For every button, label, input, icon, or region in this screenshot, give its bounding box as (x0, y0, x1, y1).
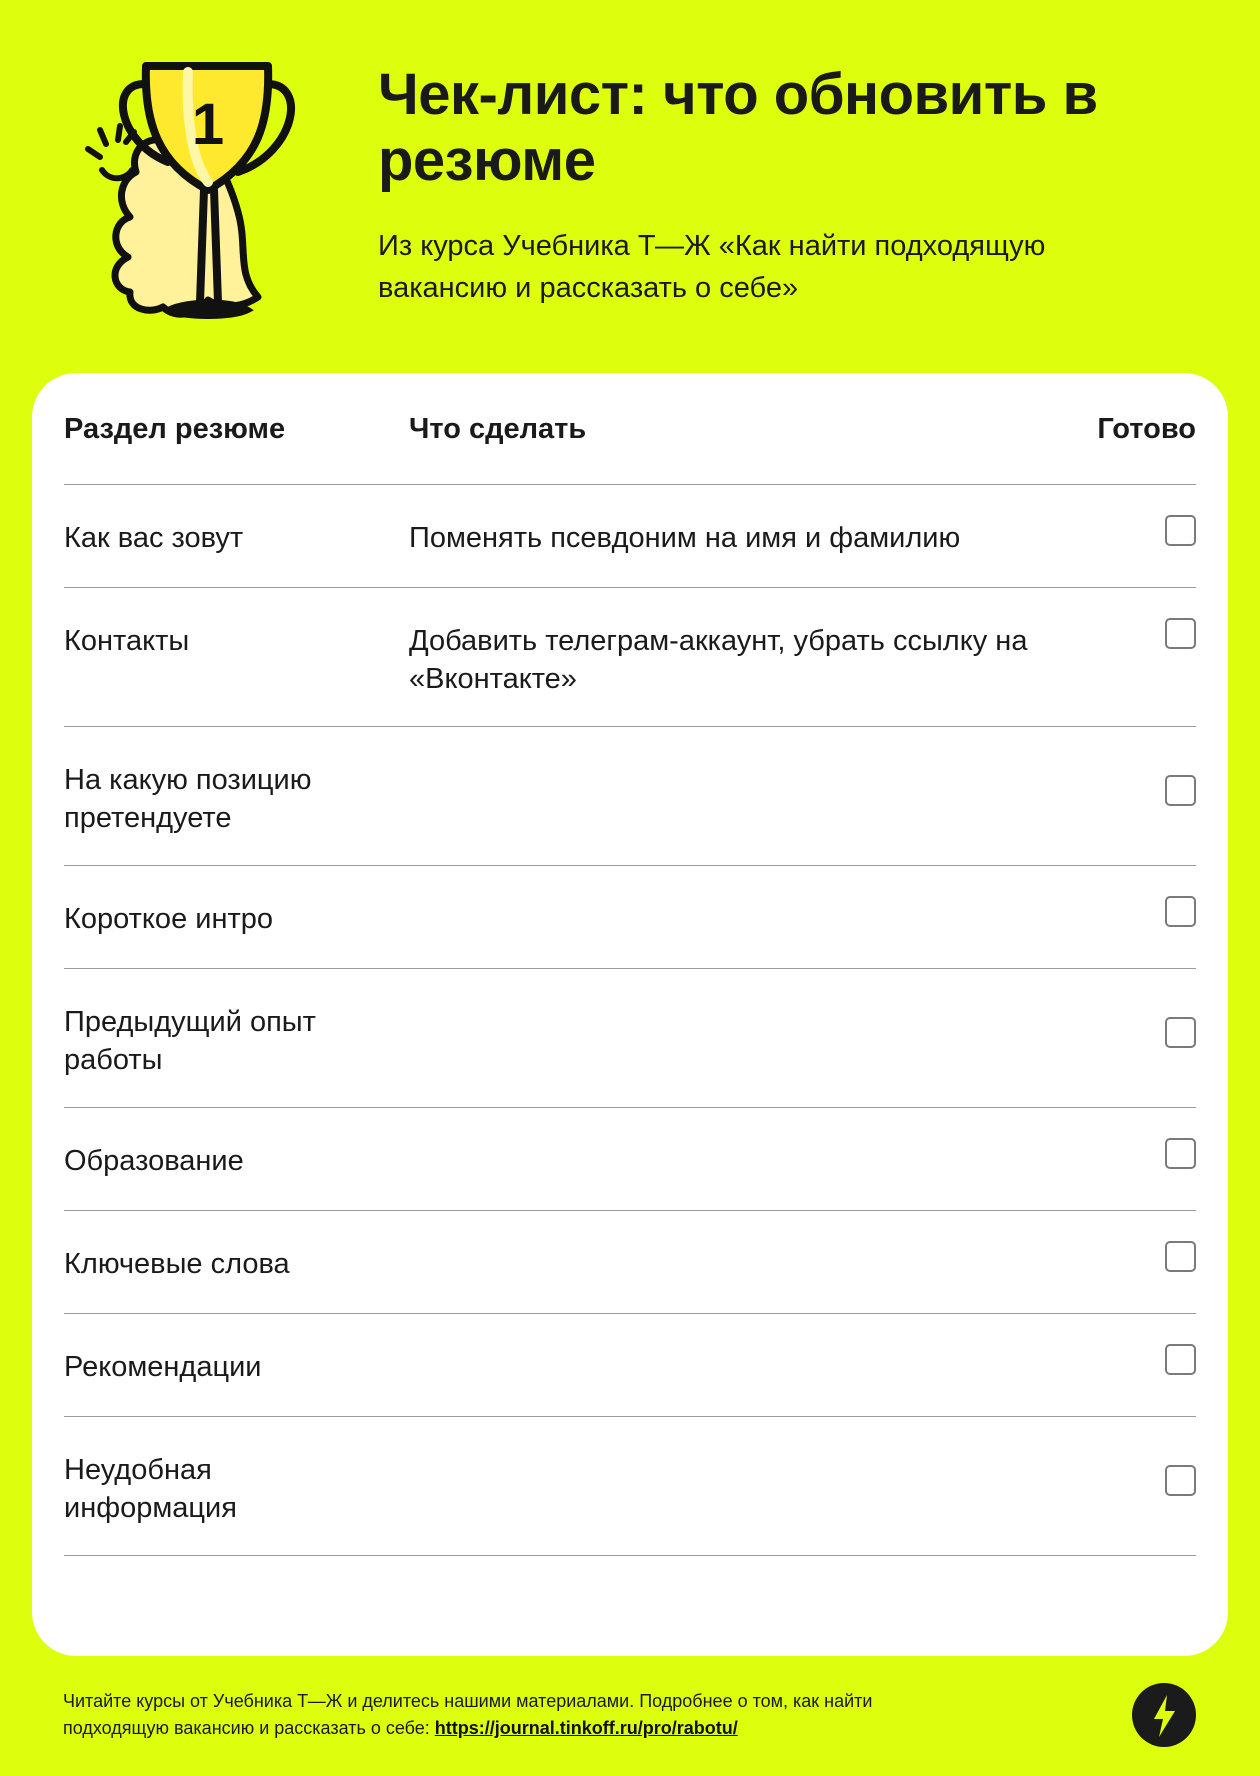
table-header (64, 373, 1196, 485)
done-checkbox[interactable] (1165, 515, 1196, 546)
checklist-card (32, 373, 1228, 1656)
done-checkbox[interactable] (1165, 896, 1196, 927)
column-header-action: Что сделать (409, 413, 587, 445)
table-row (64, 1314, 1196, 1417)
table-row (64, 727, 1196, 866)
row-section: На какую позицию претендуете (64, 764, 312, 834)
row-action: Добавить телеграм-аккаунт, убрать ссылку на «Вконтакте» (409, 625, 1028, 695)
column-header-done: Готово (1097, 413, 1196, 445)
row-section: Неудобная информация (64, 1454, 237, 1524)
done-checkbox[interactable] (1165, 618, 1196, 649)
row-action: Поменять псевдоним на имя и фамилию (409, 522, 961, 554)
done-checkbox[interactable] (1165, 1241, 1196, 1272)
done-checkbox[interactable] (1165, 1017, 1196, 1048)
row-section: Предыдущий опыт работы (64, 1006, 316, 1076)
page-subtitle: Из курса Учебника Т—Ж «Как найти подходящую вакансию и рассказать о себе» (378, 230, 1046, 304)
row-section: Ключевые слова (64, 1248, 290, 1280)
done-checkbox[interactable] (1165, 1465, 1196, 1496)
row-section: Контакты (64, 625, 190, 657)
lightning-icon (1132, 1683, 1196, 1747)
footer-text: Читайте курсы от Учебника Т—Ж и делитесь нашими материалами. Подробнее о том, как найти подходящую вакансию и рассказать о себе: (63, 1691, 873, 1738)
done-checkbox[interactable] (1165, 1344, 1196, 1375)
row-section: Образование (64, 1145, 244, 1177)
done-checkbox[interactable] (1165, 775, 1196, 806)
table-row (64, 1417, 1196, 1556)
row-section: Как вас зовут (64, 522, 244, 554)
table-row (64, 588, 1196, 727)
trophy-icon (58, 52, 328, 322)
row-section: Рекомендации (64, 1351, 262, 1383)
row-section: Короткое интро (64, 903, 274, 935)
footer (63, 1688, 963, 1742)
checklist-table (64, 373, 1196, 1556)
table-row (64, 1211, 1196, 1314)
done-checkbox[interactable] (1165, 1138, 1196, 1169)
header (0, 0, 1260, 370)
column-header-section: Раздел резюме (64, 413, 286, 445)
footer-link[interactable]: https://journal.tinkoff.ru/pro/rabotu/ (434, 1718, 738, 1738)
page-title: Чек-лист: что обновить в резюме (378, 62, 1098, 193)
table-row (64, 866, 1196, 969)
logo-badge (1132, 1683, 1196, 1747)
table-row (64, 1108, 1196, 1211)
svg-text:1: 1 (191, 92, 225, 157)
table-row (64, 969, 1196, 1108)
table-row (64, 485, 1196, 588)
